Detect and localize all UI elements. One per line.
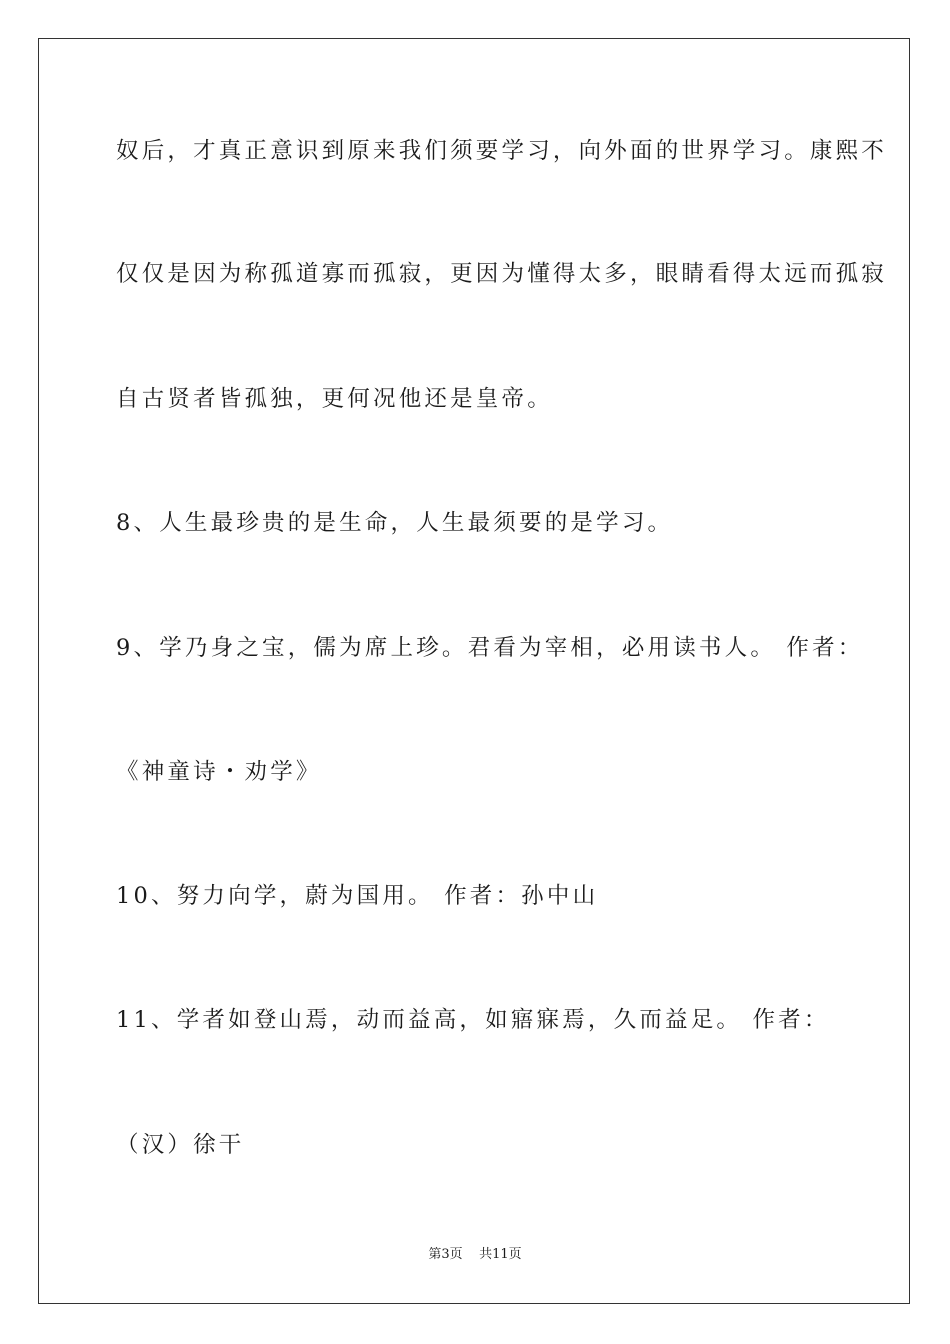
text-line-1: 奴后，才真正意识到原来我们须要学习，向外面的世界学习。康熙不 [116, 138, 888, 164]
quote-9: 9、学乃身之宝，儒为席上珍。君看为宰相，必用读书人。 作者： [116, 635, 864, 661]
text-line-3: 自古贤者皆孤独，更何况他还是皇帝。 [116, 386, 553, 412]
quote-10: 10、努力向学，蔚为国用。 作者：孙中山 [116, 883, 599, 909]
quote-11: 11、学者如登山焉，动而益高，如寤寐焉，久而益足。 作者： [116, 1007, 830, 1033]
quote-11-source: （汉）徐干 [116, 1132, 245, 1158]
page-border [38, 38, 910, 1304]
page-number: 第3页 共11页 [428, 1247, 522, 1262]
quote-9-source: 《神童诗・劝学》 [116, 759, 322, 785]
text-line-2: 仅仅是因为称孤道寡而孤寂，更因为懂得太多，眼睛看得太远而孤寂 [116, 261, 888, 287]
quote-8: 8、人生最珍贵的是生命，人生最须要的是学习。 [116, 510, 674, 536]
